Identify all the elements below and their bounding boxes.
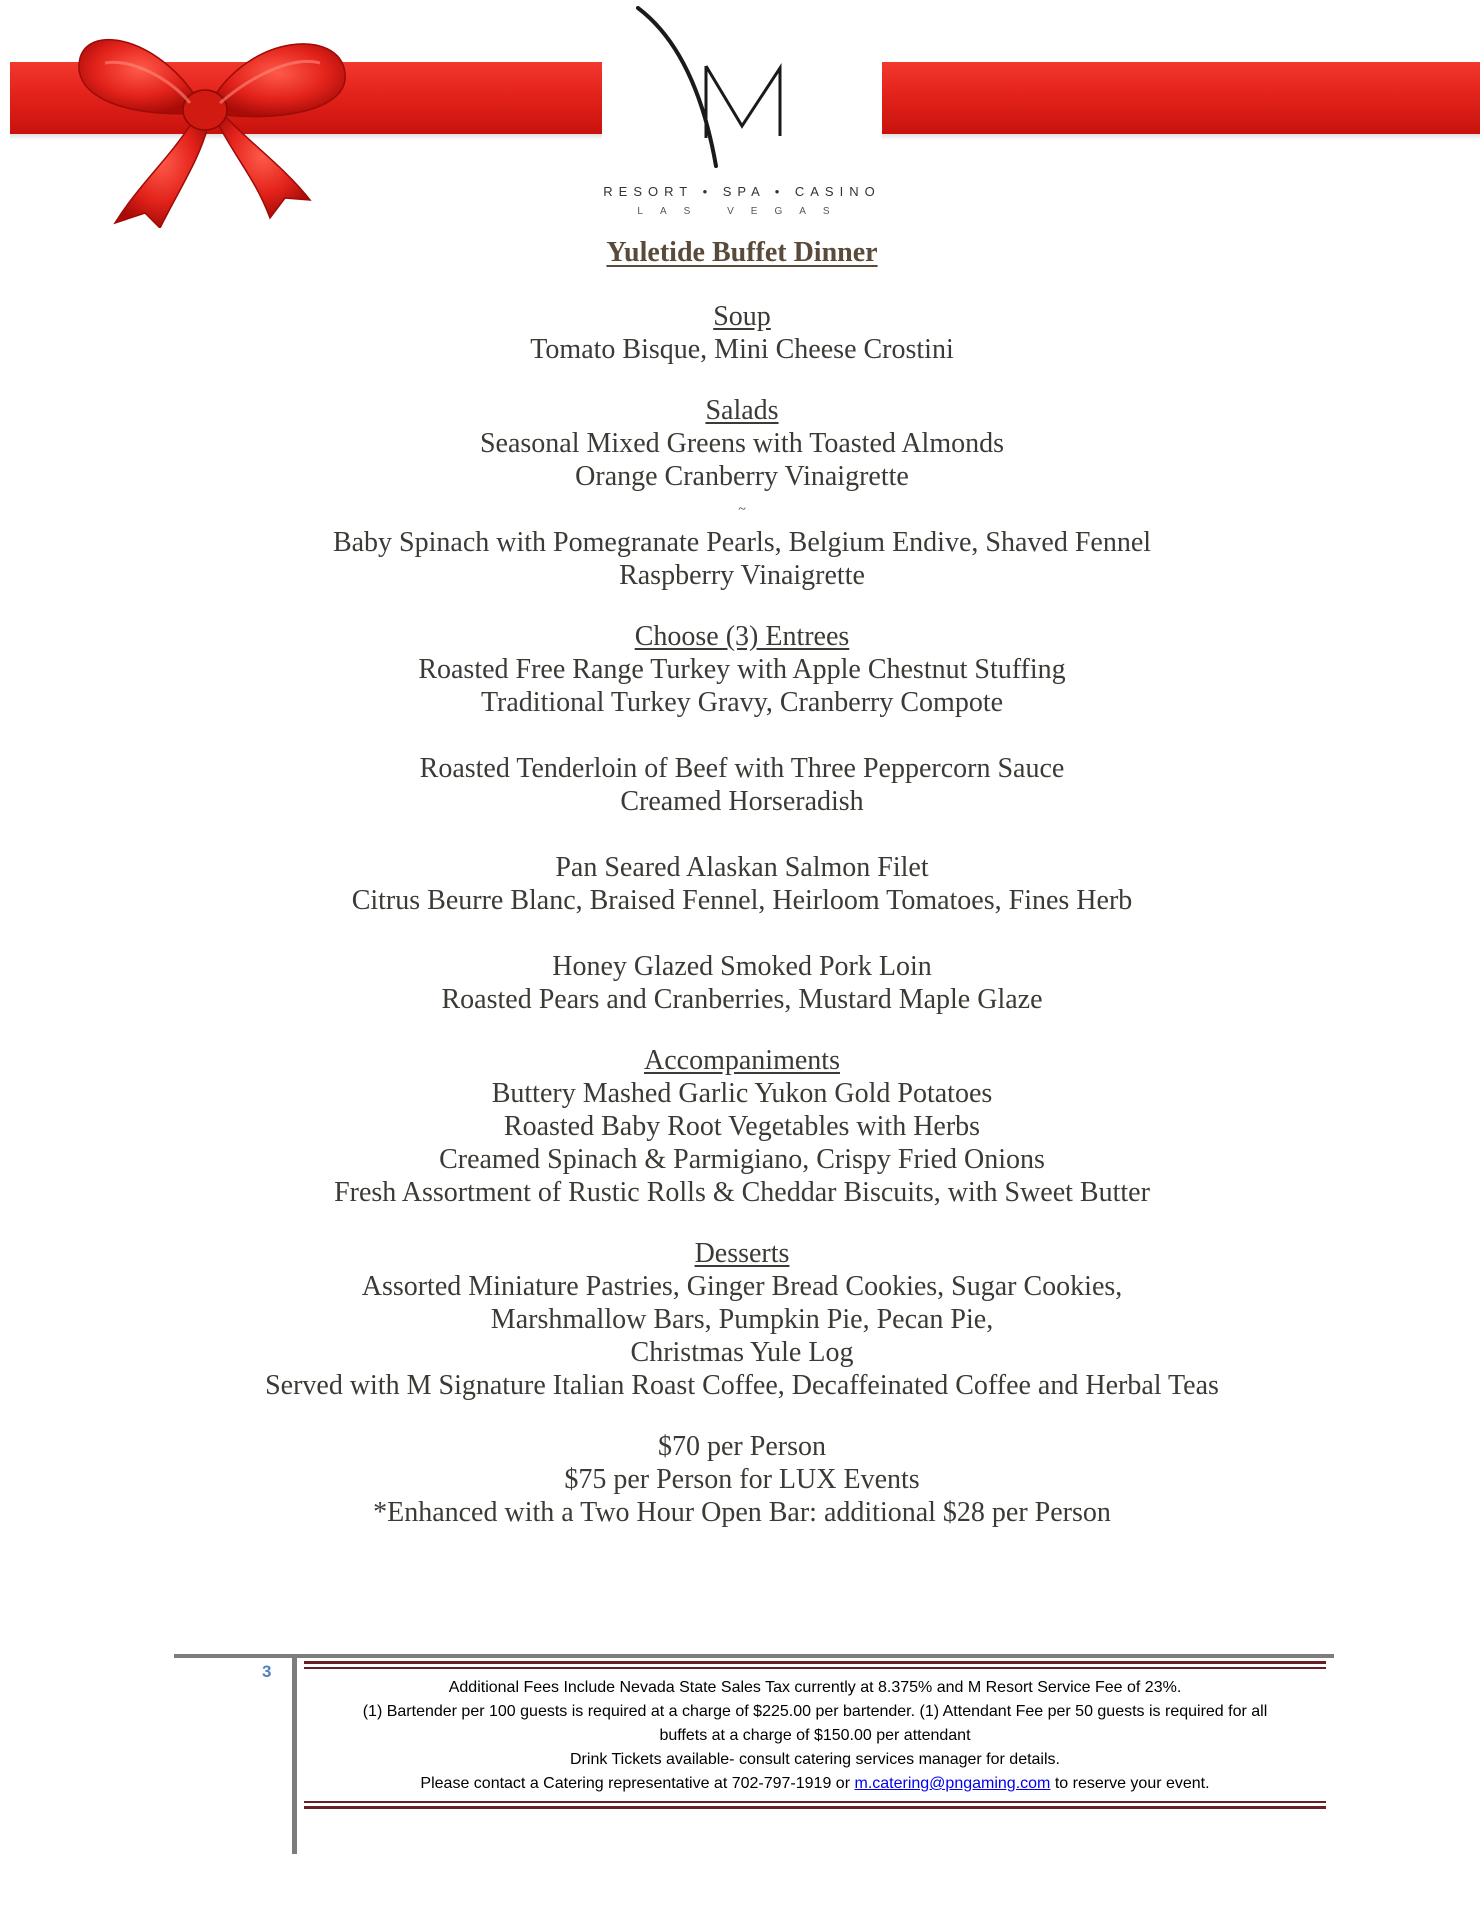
- footer-vertical-border: [292, 1654, 297, 1854]
- entree-name: Pan Seared Alaskan Salmon Filet: [555, 852, 929, 883]
- entrees-section: [120, 620, 1364, 1016]
- menu-line: Assorted Miniature Pastries, Ginger Bread Cookies, Sugar Cookies,: [361, 1271, 1123, 1302]
- footer-contact-line: [304, 1772, 1326, 1796]
- menu-line: Raspberry Vinaigrette: [619, 560, 865, 591]
- entree-name: Roasted Free Range Turkey with Apple Chestnut Stuffing: [418, 654, 1066, 685]
- footer-line: Additional Fees Include Nevada State Sales Tax currently at 8.375% and M Resort Service Fee of 23%.: [448, 1679, 1182, 1696]
- catering-email-link[interactable]: m.catering@pngaming.com: [854, 1775, 1051, 1792]
- menu-line: Seasonal Mixed Greens with Toasted Almonds: [479, 428, 1004, 459]
- ribbon-shadow-right: [882, 134, 1480, 140]
- page-number: 3: [262, 1662, 272, 1681]
- menu: [120, 234, 1364, 1529]
- menu-line: Christmas Yule Log: [630, 1337, 854, 1368]
- footer-line: Drink Tickets available- consult catering services manager for details.: [570, 1751, 1060, 1768]
- footer-line: buffets at a charge of $150.00 per attendant: [659, 1727, 971, 1744]
- price-line: $70 per Person: [658, 1431, 826, 1462]
- menu-line: Orange Cranberry Vinaigrette: [575, 461, 909, 492]
- menu-line: Served with M Signature Italian Roast Coffee, Decaffeinated Coffee and Herbal Teas: [265, 1370, 1219, 1401]
- contact-prefix: Please contact a Catering representative at 702-797-1919 or: [420, 1775, 851, 1792]
- footer-rule-bottom-thin: [304, 1801, 1326, 1803]
- footer-fees-notice: [304, 1676, 1326, 1796]
- gift-bow-icon: [20, 18, 380, 228]
- price-line: *Enhanced with a Two Hour Open Bar: additional $28 per Person: [373, 1497, 1111, 1528]
- menu-line: Marshmallow Bars, Pumpkin Pie, Pecan Pie,: [490, 1304, 994, 1335]
- section-heading-accompaniments: Accompaniments: [644, 1045, 840, 1076]
- footer-rule-top: [304, 1661, 1326, 1664]
- logo-tagline: RESORT • SPA • CASINO: [603, 184, 881, 199]
- menu-line: Tomato Bisque, Mini Cheese Crostini: [530, 334, 954, 365]
- logo-location: LAS VEGAS: [637, 206, 847, 217]
- salads-section: [120, 394, 1364, 592]
- menu-line: Roasted Baby Root Vegetables with Herbs: [503, 1111, 981, 1142]
- m-resort-logo: [630, 6, 790, 172]
- menu-line: Fresh Assortment of Rustic Rolls & Cheddar Biscuits, with Sweet Butter: [334, 1177, 1150, 1208]
- contact-suffix: to reserve your event.: [1054, 1775, 1210, 1792]
- footer-rule-top-thin: [304, 1667, 1326, 1669]
- menu-line: Buttery Mashed Garlic Yukon Gold Potatoes: [491, 1078, 993, 1109]
- desserts-section: [120, 1237, 1364, 1402]
- entree-detail: Citrus Beurre Blanc, Braised Fennel, Heirloom Tomatoes, Fines Herb: [351, 885, 1133, 916]
- menu-line: Creamed Spinach & Parmigiano, Crispy Fried Onions: [439, 1144, 1045, 1175]
- ribbon-right: [882, 62, 1480, 134]
- footer-line: (1) Bartender per 100 guests is required at a charge of $225.00 per bartender. (1) Attendant Fee per 50 guests is required for all: [362, 1703, 1268, 1720]
- price-line: $75 per Person for LUX Events: [564, 1464, 920, 1495]
- menu-line: Baby Spinach with Pomegranate Pearls, Belgium Endive, Shaved Fennel: [332, 527, 1152, 558]
- separator-tilde: ~: [738, 502, 746, 517]
- entree-detail: Traditional Turkey Gravy, Cranberry Compote: [480, 687, 1004, 718]
- pricing-section: [120, 1430, 1364, 1529]
- section-heading-salads: Salads: [705, 395, 779, 426]
- entree-detail: Roasted Pears and Cranberries, Mustard Maple Glaze: [441, 984, 1043, 1015]
- footer-rule-bottom: [304, 1806, 1326, 1809]
- soup-section: [120, 300, 1364, 366]
- section-heading-desserts: Desserts: [694, 1238, 790, 1269]
- entree-detail: Creamed Horseradish: [620, 786, 864, 817]
- section-heading-soup: Soup: [713, 301, 771, 332]
- footer-top-border: [174, 1654, 1334, 1658]
- accompaniments-section: [120, 1044, 1364, 1209]
- entree-name: Roasted Tenderloin of Beef with Three Peppercorn Sauce: [419, 753, 1065, 784]
- menu-title: Yuletide Buffet Dinner: [606, 237, 878, 268]
- entree-name: Honey Glazed Smoked Pork Loin: [552, 951, 932, 982]
- section-heading-entrees: Choose (3) Entrees: [634, 621, 850, 652]
